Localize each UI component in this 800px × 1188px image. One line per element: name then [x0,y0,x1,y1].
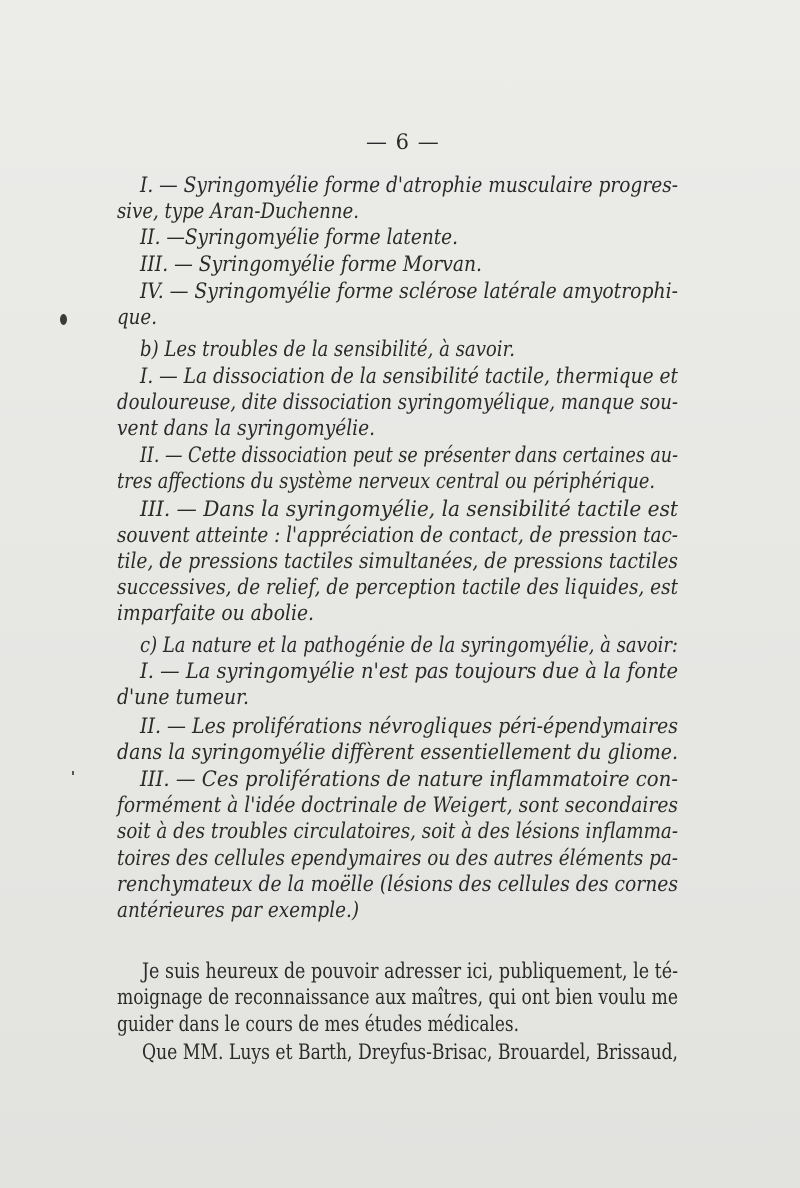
text-line: vent dans la syringomyélie. [117,416,375,440]
text-line: tres affections du système nerveux central ou périphérique. [117,469,655,493]
text-line: sive, type Aran-Duchenne. [117,199,359,223]
ink-tick-mark [72,771,74,775]
text-line: II. — Les proliférations névrogliques péri-épendymaires [140,714,678,738]
text-line: III. — Ces proliférations de nature inflammatoire con- [140,767,678,791]
text-line: c) La nature et la pathogénie de la syringomyélie, à savoir: [140,633,678,657]
text-line: III. — Syringomyélie forme Morvan. [140,252,482,276]
text-line: souvent atteinte : l'appréciation de contact, de pression tac- [117,523,678,547]
ink-spot-mark [60,314,67,325]
text-line: Que MM. Luys et Barth, Dreyfus-Brisac, Brouardel, Brissaud, [142,1040,678,1064]
text-line: d'une tumeur. [117,685,249,709]
text-line: successives, de relief, de perception tactile des liquides, est [117,575,678,599]
text-line: I. — La dissociation de la sensibilité tactile, thermique et [140,364,678,388]
text-line: que. [117,305,157,329]
text-line: renchymateux de la moëlle (lésions des cellules des cornes [117,872,678,896]
text-line: formément à l'idée doctrinale de Weigert, sont secondaires [117,793,678,817]
text-line: IV. — Syringomyélie forme sclérose latérale amyotrophi- [140,279,678,303]
page-number: — 6 — [366,130,440,154]
text-line: toires des cellules ependymaires ou des autres éléments pa- [117,846,678,870]
text-line: antérieures par exemple.) [117,898,359,922]
text-line: douloureuse, dite dissociation syringomyélique, manque sou- [117,390,678,414]
text-line: moignage de reconnaissance aux maîtres, qui ont bien voulu me [117,985,678,1009]
text-line: imparfaite ou abolie. [117,601,314,625]
text-line: Je suis heureux de pouvoir adresser ici, publiquement, le té- [142,959,678,983]
text-line: III. — Dans la syringomyélie, la sensibilité tactile est [140,497,678,521]
text-line: I. — Syringomyélie forme d'atrophie musculaire progres- [140,173,678,197]
text-line: II. — Cette dissociation peut se présenter dans certaines au- [140,443,678,467]
text-line: II. —Syringomyélie forme latente. [140,225,458,249]
text-line: soit à des troubles circulatoires, soit à des lésions inflamma- [117,819,678,843]
text-line: b) Les troubles de la sensibilité, à savoir. [140,337,515,361]
text-line: guider dans le cours de mes études médicales. [117,1012,519,1036]
text-line: tile, de pressions tactiles simultanées, de pressions tactiles [117,549,678,573]
text-line: dans la syringomyélie diffèrent essentiellement du gliome. [117,740,678,764]
text-line: I. — La syringomyélie n'est pas toujours due à la fonte [140,659,678,683]
